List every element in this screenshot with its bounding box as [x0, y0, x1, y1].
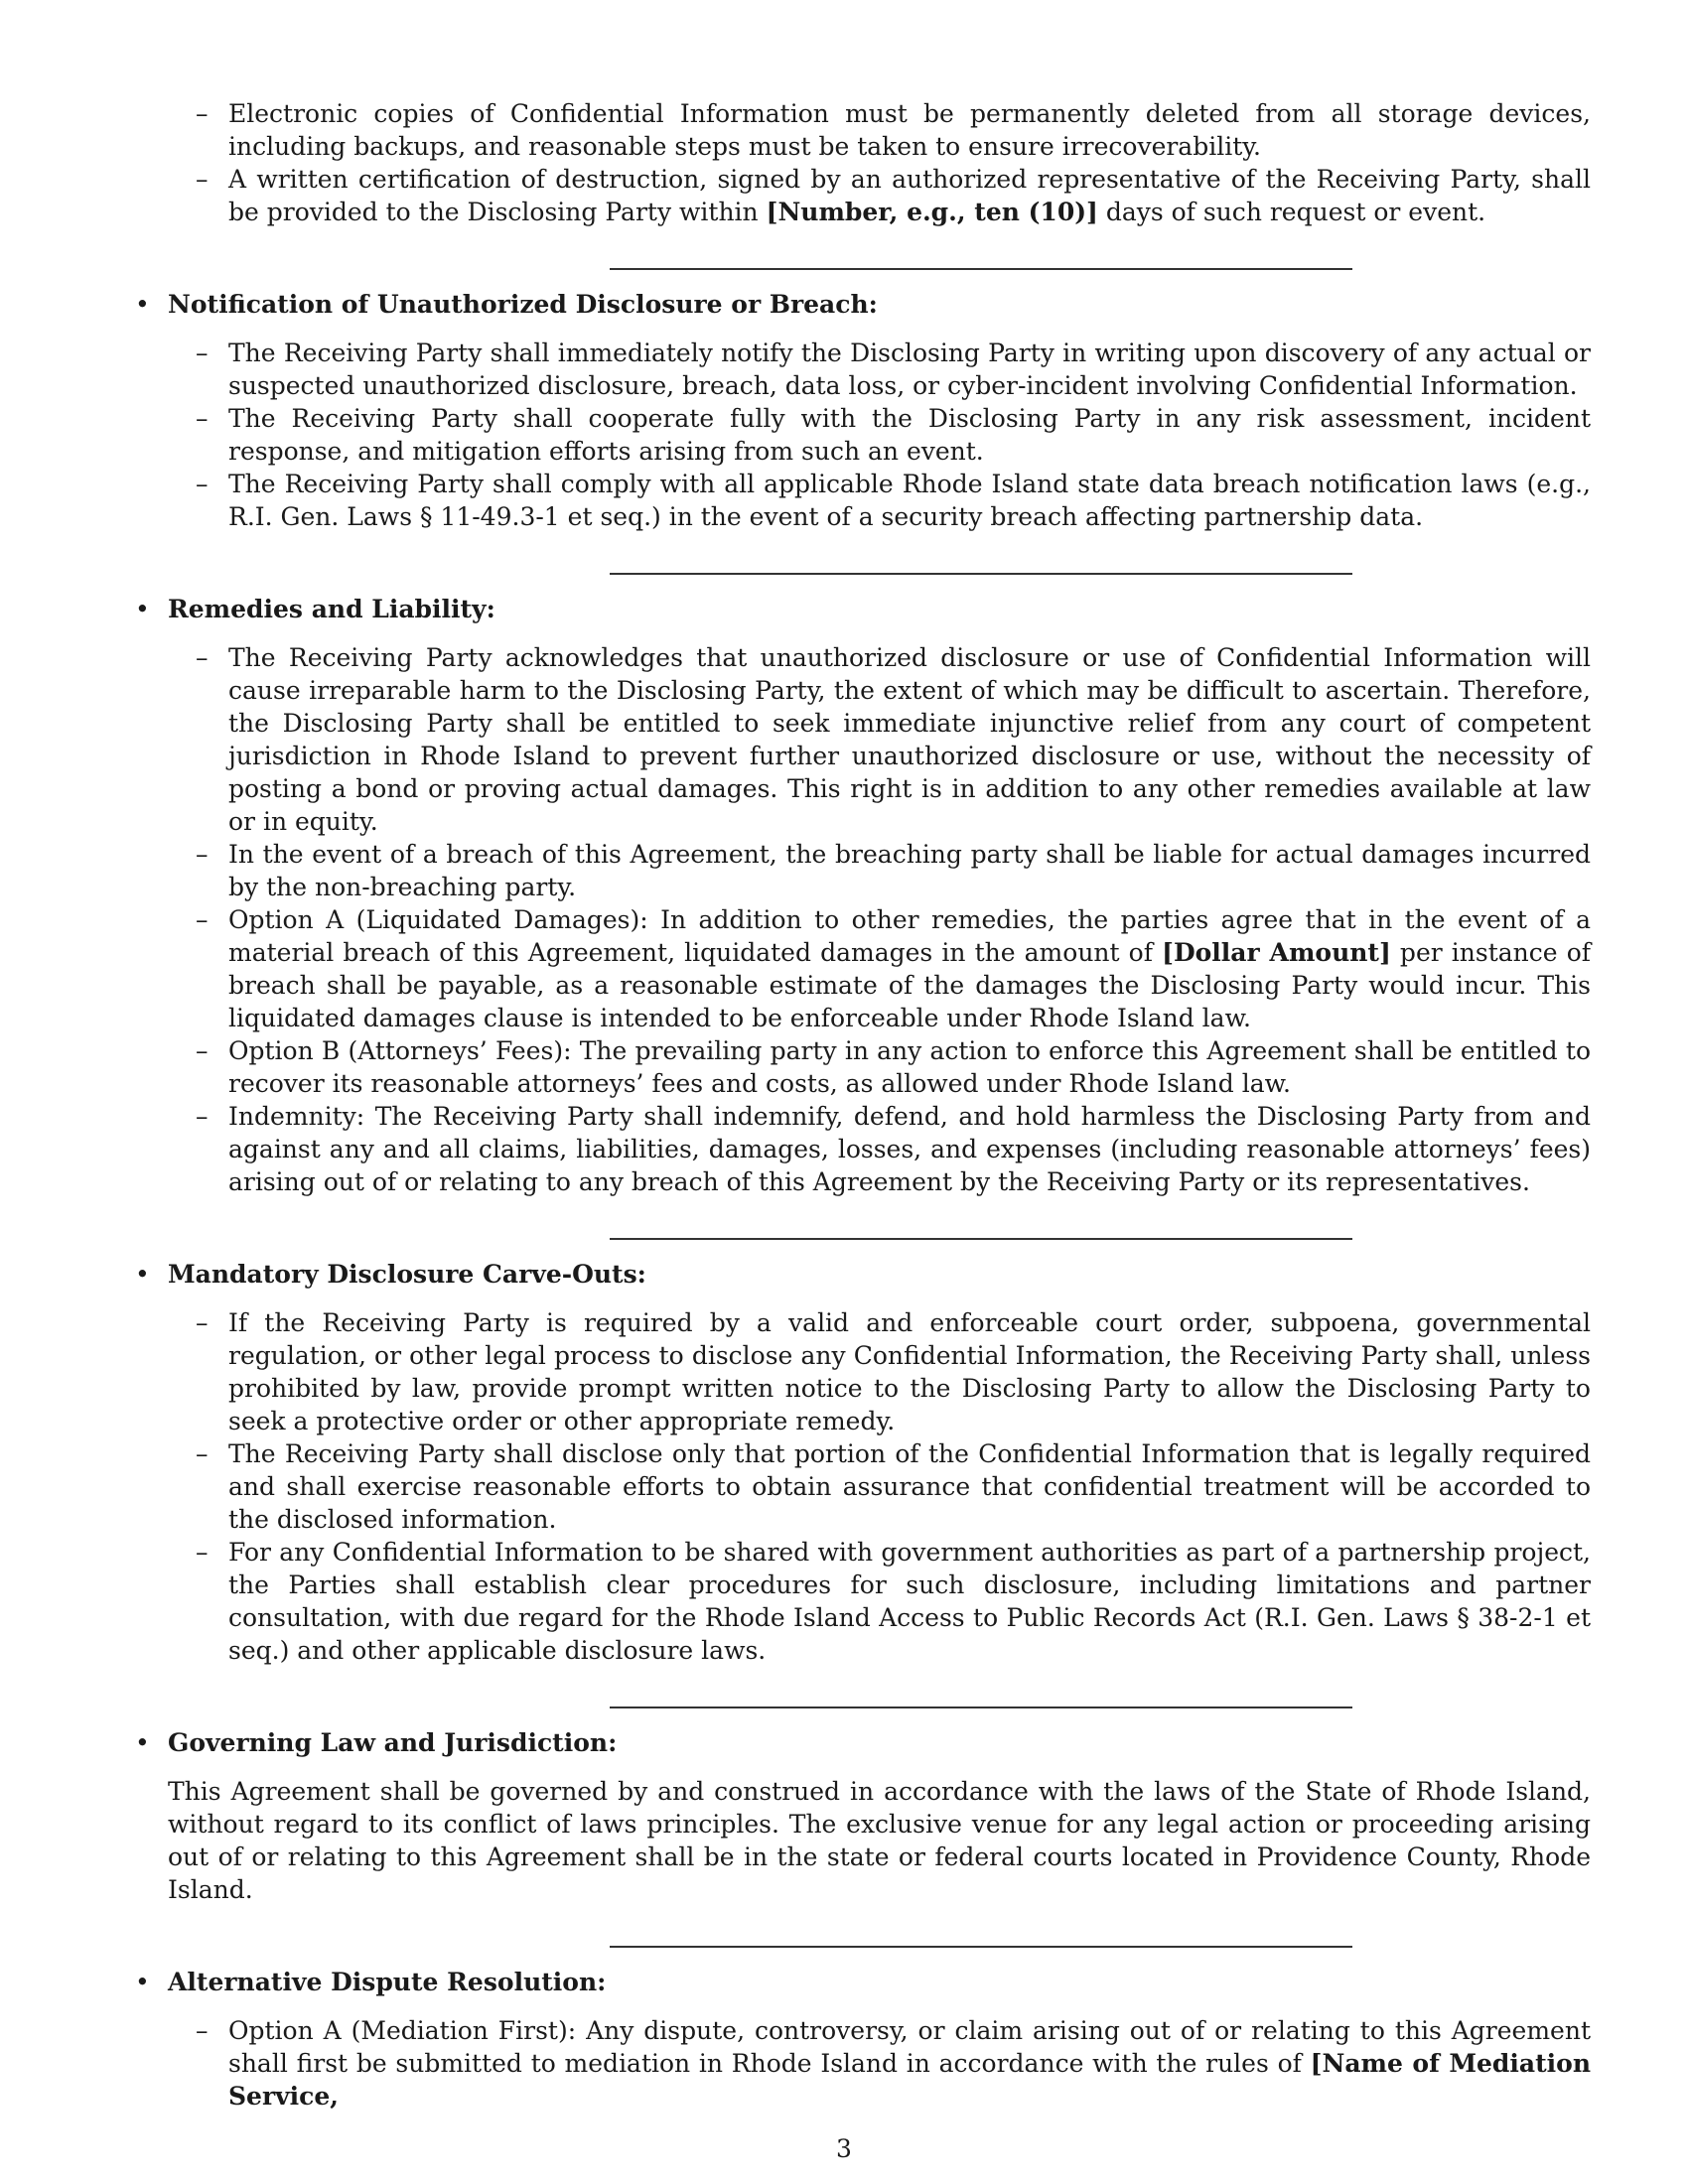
section-title: Governing Law and Jurisdiction:	[168, 1728, 618, 1757]
section-title: Mandatory Disclosure Carve-Outs:	[168, 1260, 646, 1289]
list-item: – Option B (Attorneys’ Fees): The prevailing party in any action to enforce this Agreement shall be entitled to recover its reasonable attorneys’ fees and costs, as allowed under Rhode Island law.	[196, 1036, 1591, 1098]
list-item: – Option A (Liquidated Damages): In addition to other remedies, the parties agree that in the event of a material breach of this Agreement, liquidated damages in the amount of [Dollar Amount] per instance of breach shall be payable, as a reasonable estimate of the damages the Disclosing Party would incur. This liquidated damages clause is intended to be enforceable under Rhode Island law.	[196, 905, 1592, 1032]
list-item: – A written certification of destruction, signed by an authorized representative of the Receiving Party, shall be provided to the Disclosing Party within [Number, e.g., ten (10)] days of such request or event.	[196, 165, 1591, 226]
remedies-list	[168, 641, 1591, 1198]
dash-marker: –	[196, 99, 209, 128]
section-title: Notification of Unauthorized Disclosure or Breach:	[168, 290, 878, 319]
section-title: Alternative Dispute Resolution:	[168, 1968, 607, 1996]
list-item: – The Receiving Party shall comply with all applicable Rhode Island state data breach notification laws (e.g., R.I. Gen. Laws § 11-49.3-1 et seq.) in the event of a security breach affecting partnership data.	[196, 470, 1591, 531]
bullet-marker: •	[135, 1968, 150, 1996]
placeholder-dollar-amount: [Dollar Amount]	[1162, 938, 1391, 967]
list-item: – If the Receiving Party is required by a valid and enforceable court order, subpoena, governmental regulation, or other legal process to disclose any Confidential Information, the Receiving Party shall, unless prohibited by law, provide prompt written notice to the Disclosing Party to allow the Disclosing Party to seek a protective order or other appropriate remedy.	[196, 1308, 1591, 1435]
list-item: – Electronic copies of Confidential Information must be permanently deleted from all storage devices, including backups, and reasonable steps must be taken to ensure irrecoverability.	[196, 99, 1591, 161]
section-remedies	[135, 593, 1591, 1198]
list-item: – For any Confidential Information to be shared with government authorities as part of a partnership project, the Parties shall establish clear procedures for such disclosure, including limitations and partner consultation, with due regard for the Rhode Island Access to Public Records Act (R.I. Gen. Laws § 38-2-1 et seq.) and other applicable disclosure laws.	[196, 1538, 1591, 1665]
notification-list	[168, 337, 1591, 533]
placeholder-number: [Number, e.g., ten (10)]	[766, 198, 1098, 226]
list-item: – Option A (Mediation First): Any dispute, controversy, or claim arising out of or relating to this Agreement shall first be submitted to mediation in Rhode Island in accordance with the rules of [Name of Mediation Service,	[196, 2016, 1591, 2111]
bullet-marker: •	[135, 290, 150, 319]
list-item: – The Receiving Party shall cooperate fully with the Disclosing Party in any risk assessment, incident response, and mitigation efforts arising from such an event.	[196, 404, 1591, 466]
document-content	[135, 97, 1591, 2113]
list-item: – The Receiving Party acknowledges that unauthorized disclosure or use of Confidential Information will cause irreparable harm to the Disclosing Party, the extent of which may be difficult to ascertain. Therefore, the Disclosing Party shall be entitled to seek immediate injunctive relief from any court of competent jurisdiction in Rhode Island to prevent further unauthorized disclosure or use, without the necessity of posting a bond or proving actual damages. This right is in addition to any other remedies available at law or in equity.	[196, 643, 1591, 836]
adr-list	[168, 2014, 1591, 2113]
dash-marker: –	[196, 165, 209, 194]
placeholder-mediation-service: [Name of Mediation Service,	[228, 2049, 1591, 2111]
page-number: 3	[836, 2134, 852, 2163]
list-item: – The Receiving Party shall immediately notify the Disclosing Party in writing upon discovery of any actual or suspected unauthorized disclosure, breach, data loss, or cyber-incident involving Confidential Information.	[196, 339, 1591, 400]
bullet-marker: •	[135, 595, 150, 623]
bullet-marker: •	[135, 1260, 150, 1289]
section-mandatory-disclosure	[135, 1258, 1591, 1667]
section-notification	[135, 288, 1591, 533]
section-title: Remedies and Liability:	[168, 595, 495, 623]
list-item: – In the event of a breach of this Agreement, the breaching party shall be liable for actual damages incurred by the non-breaching party.	[196, 840, 1591, 901]
mandatory-list	[168, 1306, 1591, 1667]
bullet-marker: •	[135, 1728, 150, 1757]
section-governing-law	[135, 1726, 1591, 1906]
governing-law-body: This Agreement shall be governed by and construed in accordance with the laws of the State of Rhode Island, without regard to its conflict of laws principles. The exclusive venue for any legal action or proceeding arising out of or relating to this Agreement shall be in the state or federal courts located in Providence County, Rhode Island.	[168, 1777, 1591, 1904]
section-adr	[135, 1966, 1591, 2113]
list-item: – Indemnity: The Receiving Party shall indemnify, defend, and hold harmless the Disclosing Party from and against any and all claims, liabilities, damages, losses, and expenses (including reasonable attorneys’ fees) arising out of or relating to any breach of this Agreement by the Receiving Party or its representatives.	[196, 1102, 1591, 1196]
intro-list	[135, 97, 1591, 228]
list-item: – The Receiving Party shall disclose only that portion of the Confidential Information that is legally required and shall exercise reasonable efforts to obtain assurance that confidential treatment will be accorded to the disclosed information.	[196, 1439, 1591, 1534]
